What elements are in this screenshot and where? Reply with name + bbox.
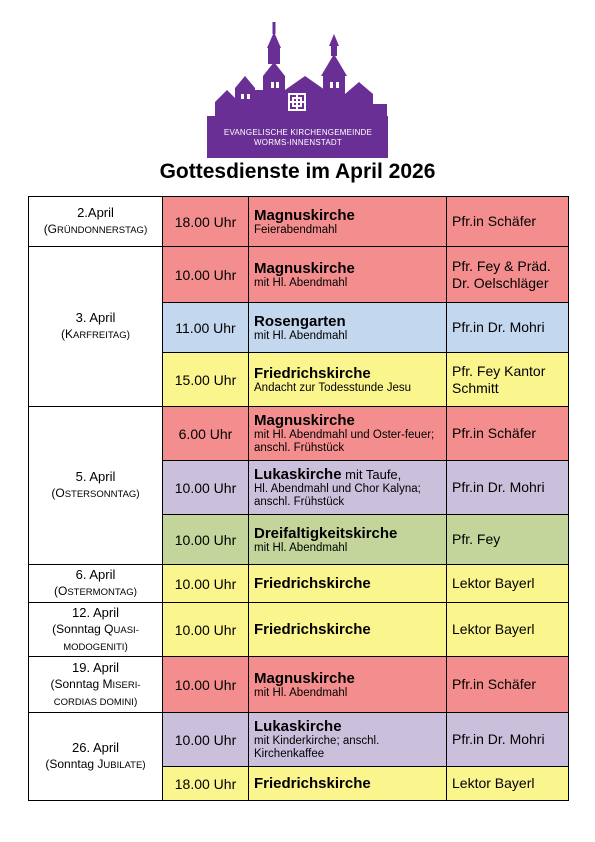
schedule-body [29, 197, 569, 801]
church-cell [249, 515, 447, 565]
pastor-cell: Pfr.in Schäfer [447, 197, 569, 247]
date-cell [29, 657, 163, 713]
service-description: mit Hl. Abendmahl [254, 541, 348, 554]
time-cell: 10.00 Uhr [163, 247, 249, 303]
pastor-cell: Pfr.in Dr. Mohri [447, 713, 569, 767]
church-name-text: Friedrichskirche [254, 621, 371, 638]
date-cell [29, 407, 163, 565]
church-name [254, 365, 446, 382]
church-name-text: Rosengarten [254, 312, 346, 330]
date-label: 5. April [75, 469, 116, 484]
church-name [254, 207, 446, 224]
church-name-text: Friedrichskirche [254, 575, 371, 592]
table-row [29, 713, 569, 767]
church-cell [249, 767, 447, 801]
pastor-cell: Pfr.in Dr. Mohri [447, 303, 569, 353]
service-description: mit Hl. Abendmahl [254, 686, 348, 699]
church-cell [249, 197, 447, 247]
pastor-cell: Pfr.in Dr. Mohri [447, 461, 569, 515]
day-name-smallcaps: RÜNDONNERSTAG [57, 225, 144, 236]
table-row [29, 603, 569, 657]
service-description: Hl. Abendmahl und Chor Kalyna; anschl. Frühstück [254, 483, 421, 508]
day-name [29, 676, 162, 711]
church-name [254, 621, 446, 638]
church-name [254, 718, 446, 735]
church-name-text: Lukaskirche [254, 466, 342, 483]
date-label: 3. April [75, 310, 116, 325]
service-description: mit Hl. Abendmahl [254, 276, 348, 289]
time-cell: 10.00 Uhr [163, 603, 249, 657]
pastor-cell: Pfr. Fey [447, 515, 569, 565]
day-name-smallcaps: UASI-MODOGENITI [63, 624, 139, 653]
date-label: 26. April [72, 740, 119, 755]
day-name-suffix: ) [133, 587, 137, 598]
church-name [254, 260, 446, 277]
time-cell: 18.00 Uhr [163, 767, 249, 801]
date-label: 19. April [72, 659, 119, 675]
pastor-cell: Lektor Bayerl [447, 767, 569, 801]
day-name-suffix: ) [136, 489, 140, 500]
time-cell: 11.00 Uhr [163, 303, 249, 353]
logo-line-1: EVANGELISCHE KIRCHENGEMEINDE [223, 128, 373, 137]
church-cell [249, 353, 447, 407]
pastor-cell: Lektor Bayerl [447, 603, 569, 657]
day-name-prefix: (G [43, 222, 58, 236]
time-cell: 10.00 Uhr [163, 657, 249, 713]
day-name [29, 621, 162, 656]
date-cell [29, 603, 163, 657]
day-name [29, 583, 162, 601]
church-name-text: Magnuskirche [254, 669, 355, 687]
day-name-prefix: (Sonntag M [50, 676, 113, 691]
day-name-smallcaps: STERMONTAG [67, 587, 134, 598]
church-name [254, 775, 446, 792]
church-name [254, 525, 446, 542]
church-name [254, 412, 446, 429]
service-description: Andacht zur Todesstunde Jesu [254, 381, 412, 394]
church-name [254, 313, 446, 330]
day-name-smallcaps: UBILATE [103, 760, 143, 771]
church-name-text: Lukaskirche [254, 718, 342, 735]
table-row [29, 407, 569, 461]
date-cell [29, 197, 163, 247]
service-description: mit Hl. Abendmahl [254, 329, 348, 342]
time-cell: 6.00 Uhr [163, 407, 249, 461]
time-cell: 15.00 Uhr [163, 353, 249, 407]
church-name-text: Magnuskirche [254, 206, 355, 224]
date-label: 2.April [77, 205, 114, 220]
date-cell [29, 565, 163, 603]
date-cell [29, 713, 163, 801]
service-description: mit Hl. Abendmahl und Oster-feuer; anschl. Frühstück [254, 429, 435, 454]
day-name [29, 756, 162, 774]
table-row [29, 565, 569, 603]
time-cell: 10.00 Uhr [163, 461, 249, 515]
pastor-cell: Pfr. Fey Kantor Schmitt [447, 353, 569, 407]
church-name-text: Dreifaltigkeitskirche [254, 524, 398, 542]
table-row [29, 657, 569, 713]
day-name-suffix: ) [143, 225, 148, 236]
church-cell [249, 303, 447, 353]
day-name-suffix: ) [124, 641, 128, 653]
church-name-text: Magnuskirche [254, 259, 355, 277]
church-cell [249, 657, 447, 713]
pastor-cell: Pfr. Fey & Präd. Dr. Oelschläger [447, 247, 569, 303]
day-name-suffix: ) [133, 696, 138, 708]
date-label: 12. April [72, 604, 119, 620]
time-cell: 18.00 Uhr [163, 197, 249, 247]
day-name-smallcaps: STERSONNTAG [64, 489, 137, 500]
service-description: mit Kinderkirche; anschl. Kirchenkaffee [254, 735, 380, 760]
pastor-cell: Lektor Bayerl [447, 565, 569, 603]
church-name [254, 575, 446, 592]
day-name [29, 485, 162, 503]
pastor-cell: Pfr.in Schäfer [447, 657, 569, 713]
time-cell: 10.00 Uhr [163, 713, 249, 767]
church-name-text: Magnuskirche [254, 412, 355, 429]
service-description: Feierabendmahl [254, 223, 338, 236]
church-cell [249, 603, 447, 657]
time-cell: 10.00 Uhr [163, 515, 249, 565]
day-name-suffix: ) [142, 760, 146, 771]
church-name-text: Friedrichskirche [254, 364, 371, 382]
church-cell [249, 713, 447, 767]
day-name-prefix: (Sonntag J [45, 757, 104, 771]
church-cell [249, 407, 447, 461]
pastor-cell: Pfr.in Schäfer [447, 407, 569, 461]
day-name-prefix: (O [53, 584, 68, 598]
date-label: 6. April [75, 567, 116, 582]
day-name [29, 326, 162, 344]
church-name-text: Friedrichskirche [254, 775, 371, 792]
day-name-smallcaps: ISERI-CORDIAS DOMINI [53, 679, 141, 708]
church-cell [249, 247, 447, 303]
logo-line-2: WORMS-INNENSTADT [254, 138, 342, 147]
church-name [254, 670, 446, 687]
day-name-suffix: ) [126, 330, 130, 341]
church-cell [249, 461, 447, 515]
day-name-smallcaps: ARFREITAG [72, 330, 127, 341]
day-name [29, 221, 162, 239]
day-name-prefix: (O [51, 486, 65, 500]
day-name-prefix: (Sonntag Q [52, 621, 114, 636]
schedule-table [28, 196, 569, 801]
date-cell [29, 247, 163, 407]
table-row [29, 247, 569, 303]
time-cell: 10.00 Uhr [163, 565, 249, 603]
church-name [254, 466, 446, 483]
table-row [29, 197, 569, 247]
day-name-prefix: (K [60, 327, 73, 341]
church-cell [249, 565, 447, 603]
church-name-extra: mit Taufe, [341, 467, 402, 482]
page-title: Gottesdienste im April 2026 [159, 160, 436, 183]
